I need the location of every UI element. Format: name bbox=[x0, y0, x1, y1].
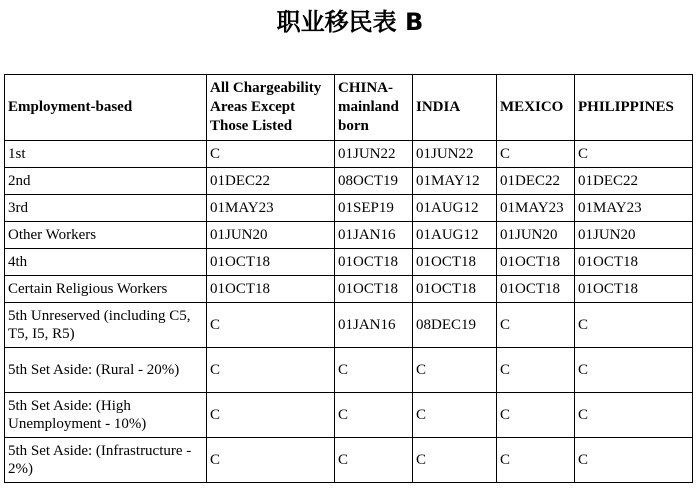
cell-mexico: 01OCT18 bbox=[497, 276, 575, 303]
cell-mexico: C bbox=[497, 141, 575, 168]
cell-china: C bbox=[335, 438, 413, 483]
page-title: 职业移民表 B bbox=[276, 8, 424, 36]
row-category: Other Workers bbox=[5, 222, 207, 249]
row-category: 3rd bbox=[5, 195, 207, 222]
row-category: 4th bbox=[5, 249, 207, 276]
cell-mexico: 01DEC22 bbox=[497, 168, 575, 195]
cell-india: 01AUG12 bbox=[413, 195, 497, 222]
table-row bbox=[5, 222, 693, 249]
cell-philippines: 01DEC22 bbox=[575, 168, 693, 195]
header-mexico: MEXICO bbox=[497, 75, 575, 141]
row-category: 5th Set Aside: (Rural - 20%) bbox=[5, 348, 207, 393]
row-category: Certain Religious Workers bbox=[5, 276, 207, 303]
table-row bbox=[5, 276, 693, 303]
cell-philippines: C bbox=[575, 303, 693, 348]
cell-china: C bbox=[335, 393, 413, 438]
cell-india: 01OCT18 bbox=[413, 276, 497, 303]
cell-philippines: C bbox=[575, 348, 693, 393]
table-row bbox=[5, 438, 693, 483]
table-header-row bbox=[5, 75, 693, 141]
cell-china: 08OCT19 bbox=[335, 168, 413, 195]
row-category: 5th Set Aside: (High Unemployment - 10%) bbox=[5, 393, 207, 438]
table-row bbox=[5, 393, 693, 438]
table-row bbox=[5, 303, 693, 348]
row-category: 5th Unreserved (including C5, T5, I5, R5) bbox=[5, 303, 207, 348]
cell-china: 01SEP19 bbox=[335, 195, 413, 222]
table-row bbox=[5, 348, 693, 393]
cell-india: C bbox=[413, 438, 497, 483]
cell-india: C bbox=[413, 348, 497, 393]
cell-mexico: C bbox=[497, 348, 575, 393]
header-all-chargeability: All Chargeability Areas Except Those Listed bbox=[207, 75, 335, 141]
cell-philippines: 01OCT18 bbox=[575, 249, 693, 276]
cell-philippines: C bbox=[575, 141, 693, 168]
cell-all-chargeability: 01MAY23 bbox=[207, 195, 335, 222]
row-category: 2nd bbox=[5, 168, 207, 195]
table-row bbox=[5, 249, 693, 276]
cell-china: 01JAN16 bbox=[335, 303, 413, 348]
cell-mexico: C bbox=[497, 438, 575, 483]
row-category: 5th Set Aside: (Infrastructure - 2%) bbox=[5, 438, 207, 483]
table-row bbox=[5, 168, 693, 195]
cell-philippines: C bbox=[575, 438, 693, 483]
cell-all-chargeability: C bbox=[207, 393, 335, 438]
cell-mexico: C bbox=[497, 303, 575, 348]
cell-all-chargeability: 01OCT18 bbox=[207, 276, 335, 303]
header-employment-based: Employment-based bbox=[5, 75, 207, 141]
cell-philippines: 01JUN20 bbox=[575, 222, 693, 249]
visa-bulletin-table bbox=[4, 74, 693, 483]
cell-all-chargeability: C bbox=[207, 348, 335, 393]
cell-mexico: C bbox=[497, 393, 575, 438]
cell-all-chargeability: 01DEC22 bbox=[207, 168, 335, 195]
cell-all-chargeability: 01JUN20 bbox=[207, 222, 335, 249]
cell-philippines: C bbox=[575, 393, 693, 438]
row-category: 1st bbox=[5, 141, 207, 168]
cell-all-chargeability: 01OCT18 bbox=[207, 249, 335, 276]
table-row bbox=[5, 195, 693, 222]
table-row bbox=[5, 141, 693, 168]
cell-india: 01AUG12 bbox=[413, 222, 497, 249]
cell-china: 01OCT18 bbox=[335, 276, 413, 303]
cell-all-chargeability: C bbox=[207, 141, 335, 168]
cell-mexico: 01MAY23 bbox=[497, 195, 575, 222]
cell-all-chargeability: C bbox=[207, 303, 335, 348]
cell-india: 01MAY12 bbox=[413, 168, 497, 195]
cell-philippines: 01MAY23 bbox=[575, 195, 693, 222]
cell-india: 08DEC19 bbox=[413, 303, 497, 348]
cell-india: 01OCT18 bbox=[413, 249, 497, 276]
header-india: INDIA bbox=[413, 75, 497, 141]
cell-india: C bbox=[413, 393, 497, 438]
cell-china: 01JUN22 bbox=[335, 141, 413, 168]
header-philippines: PHILIPPINES bbox=[575, 75, 693, 141]
cell-china: 01OCT18 bbox=[335, 249, 413, 276]
cell-mexico: 01JUN20 bbox=[497, 222, 575, 249]
cell-india: 01JUN22 bbox=[413, 141, 497, 168]
header-china: CHINA-mainland born bbox=[335, 75, 413, 141]
cell-china: C bbox=[335, 348, 413, 393]
cell-all-chargeability: C bbox=[207, 438, 335, 483]
cell-mexico: 01OCT18 bbox=[497, 249, 575, 276]
cell-china: 01JAN16 bbox=[335, 222, 413, 249]
cell-philippines: 01OCT18 bbox=[575, 276, 693, 303]
